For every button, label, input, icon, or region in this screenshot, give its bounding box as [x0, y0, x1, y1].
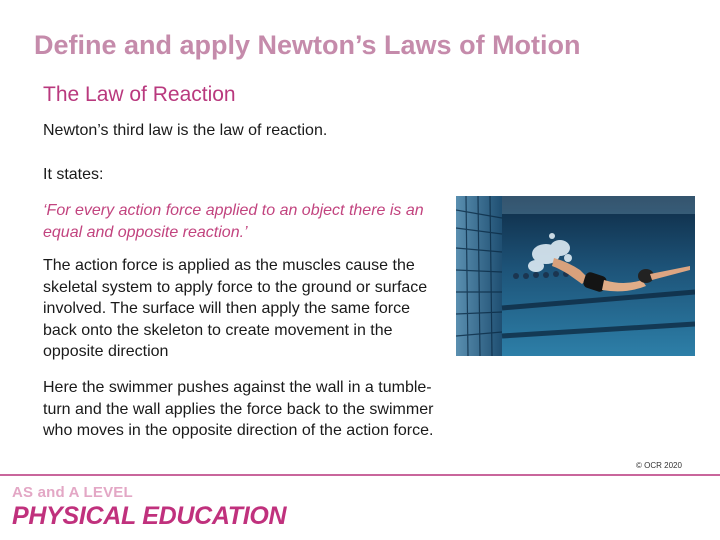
swimmer-photo — [456, 196, 695, 356]
slide-title: Define and apply Newton’s Laws of Motion — [34, 30, 581, 60]
states-paragraph: It states: — [43, 166, 104, 183]
copyright-notice: © OCR 2020 — [636, 461, 682, 470]
ocr-logo — [12, 484, 286, 531]
example-paragraph: Here the swimmer pushes against the wall in a tumble-turn and the wall applies the force back to the swimmer who moves in the opposite direction of the action force. — [43, 379, 434, 439]
footer-divider — [0, 474, 720, 476]
logo-subject-text: PHYSICAL EDUCATION — [12, 502, 287, 530]
slide-subtitle: The Law of Reaction — [43, 83, 236, 106]
intro-paragraph: Newton’s third law is the law of reaction. — [43, 122, 328, 139]
explanation-paragraph: The action force is applied as the muscles cause the skeletal system to apply force to the ground or surface involved. The surface will then apply the same force back onto the skeleton to create movement in the opposite direction — [43, 257, 428, 360]
law-quote: ‘For every action force applied to an object there is an equal and opposite reaction.’ — [43, 202, 424, 241]
logo-level-text: AS and A LEVEL — [12, 484, 133, 501]
